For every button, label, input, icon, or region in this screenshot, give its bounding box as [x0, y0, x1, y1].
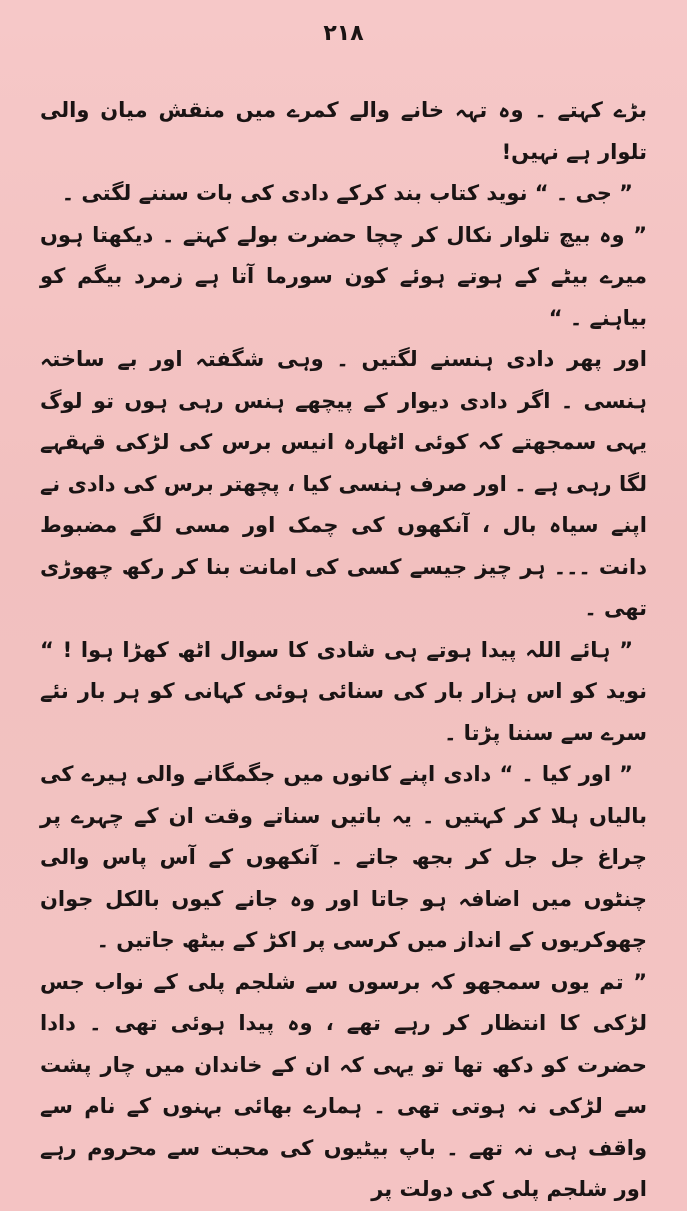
page-number: ۲۱۸: [323, 21, 364, 46]
paragraph: ” جی ۔ “ نوید کتاب بند کرکے دادی کی بات سننے لگتی ۔: [61, 181, 633, 205]
paragraph: اور پھر دادی ہنسنے لگتیں ۔ وہی شگفتہ اور بے ساختہ ہنسی ۔ اگر دادی دیوار کے پیچھے ہنس رہی ہوں تو لوگ یہی سمجھتے کہ کوئی اٹھارہ انیس برس کی لڑکی قہقہے لگا رہی ہے ۔ اور صرف ہنسی کیا ، پچھتر برس کی دادی نے اپنے سیاہ بال ، آنکھوں کی چمک اور مسی لگے مضبوط دانت ۔۔۔ ہر چیز جیسے کسی کی امانت بنا کر رکھ چھوڑی تھی ۔: [40, 347, 647, 620]
paragraph: ” ہائے اللہ پیدا ہوتے ہی شادی کا سوال اٹھ کھڑا ہوا ! “ نوید کو اس ہزار بار کی سنائی ہوئی کہانی کو ہر بار نئے سرے سے سننا پڑتا ۔: [40, 637, 647, 745]
page-body: [40, 90, 647, 1211]
paragraph: بڑے کہتے ۔ وہ تہہ خانے والے کمرے میں منقش میان والی تلوار ہے نہیں!: [40, 98, 647, 164]
paragraph: ” تم یوں سمجھو کہ برسوں سے شلجم پلی کے نواب جس لڑکی کا انتظار کر رہے تھے ، وہ پیدا ہوئی تھی ۔ دادا حضرت کو دکھ تھا تو یہی کہ ان کے خاندان میں چار پشت سے لڑکی نہ ہوتی تھی ۔ ہمارے بھائی بہنوں کے نام سے واقف ہی نہ تھے ۔ باپ بیٹیوں کی محبت سے محروم رہے اور شلجم پلی کی دولت پر: [40, 969, 647, 1201]
paragraph: ” اور کیا ۔ “ دادی اپنے کانوں میں جگمگانے والی ہیرے کی بالیاں ہلا کر کہتیں ۔ یہ باتیں سناتے وقت ان کے چہرے پر چراغ جل جل کر بجھ جاتے ۔ آنکھوں کے آس پاس والی چنٹوں میں اضافہ ہو جاتا اور وہ جانے کیوں بالکل جوان چھوکریوں کے انداز میں کرسی پر اکڑ کے بیٹھ جاتیں ۔: [40, 762, 647, 952]
paragraph: ” وہ بیچ تلوار نکال کر چچا حضرت بولے کہتے ۔ دیکھتا ہوں میرے بیٹے کے ہوتے ہوئے کون سورما آتا ہے زمرد بیگم کو بیاہنے ۔ “: [40, 222, 647, 330]
